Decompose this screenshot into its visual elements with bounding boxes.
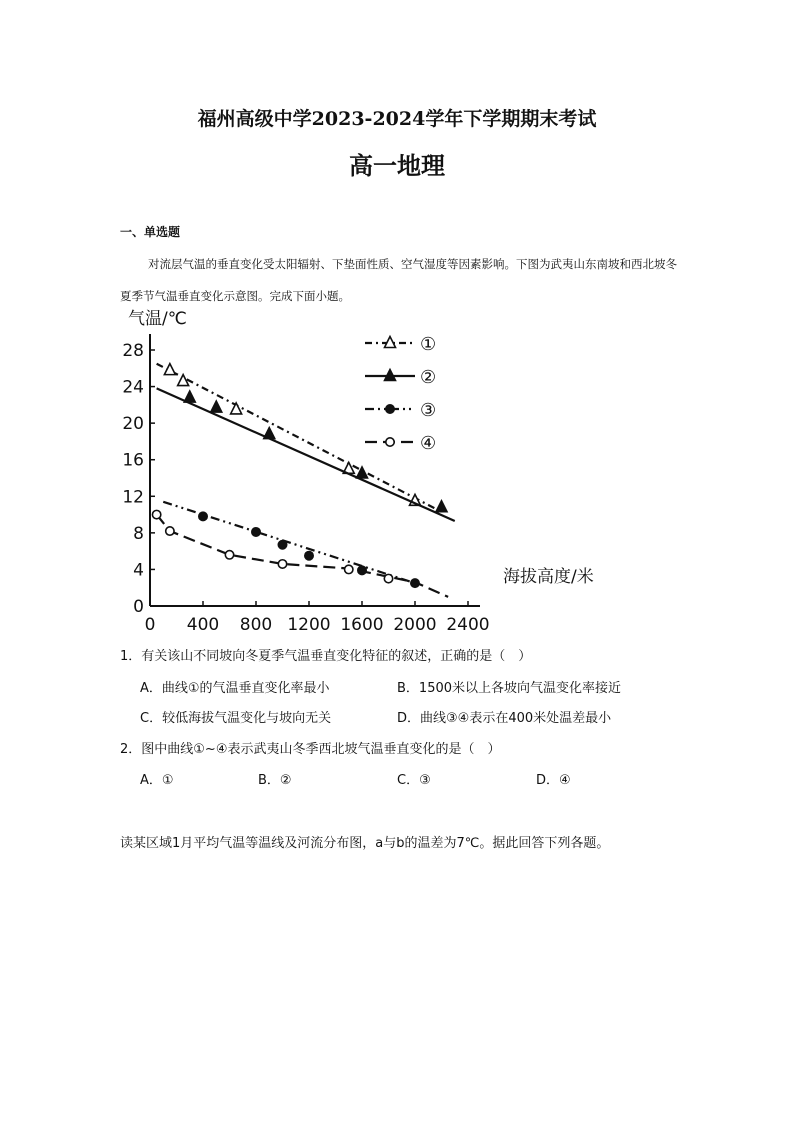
x-tick-label: 1200 bbox=[287, 615, 331, 635]
series-2-point bbox=[436, 501, 447, 512]
y-axis-label: 气温/℃ bbox=[128, 309, 187, 329]
y-tick-label: 20 bbox=[122, 414, 144, 435]
x-axis-label: 海拔高度/米 bbox=[503, 567, 594, 587]
q2-option-d[interactable]: D．④ bbox=[536, 773, 571, 788]
series-3-point bbox=[278, 541, 286, 549]
series-3-point bbox=[252, 528, 260, 536]
series-4-point bbox=[345, 565, 353, 573]
question-1 bbox=[120, 645, 531, 664]
temperature-chart-svg bbox=[110, 300, 640, 635]
x-tick-label: 800 bbox=[239, 615, 273, 635]
q1-option-a[interactable]: A．曲线①的气温垂直变化率最小 bbox=[140, 681, 330, 696]
question-1-number: 1． bbox=[120, 649, 142, 664]
legend-marker-3 bbox=[386, 405, 394, 413]
subject-title: 高一地理 bbox=[349, 152, 445, 180]
y-tick-label: 12 bbox=[122, 487, 144, 508]
x-tick-label: 1600 bbox=[340, 615, 384, 635]
series-4-point bbox=[278, 560, 286, 568]
reading-instruction: 读某区域1月平均气温等温线及河流分布图，a与b的温差为7℃。据此回答下列各题。 bbox=[120, 836, 610, 851]
y-tick-label: 8 bbox=[133, 523, 144, 544]
series-4-point bbox=[166, 527, 174, 535]
y-tick-label: 4 bbox=[133, 560, 144, 581]
temperature-chart bbox=[110, 300, 640, 635]
series-2-point bbox=[211, 401, 222, 412]
legend-label-1: ① bbox=[420, 334, 437, 355]
series-4-point bbox=[225, 551, 233, 559]
intro-paragraph: 对流层气温的垂直变化受太阳辐射、下垫面性质、空气湿度等因素影响。下图为武夷山东南坡和西北坡冬夏季节气温垂直变化示意图。完成下面小题。 bbox=[120, 257, 677, 303]
legend-marker-4 bbox=[386, 438, 394, 446]
y-tick-label: 16 bbox=[122, 450, 144, 471]
q1-option-b[interactable]: B．1500米以上各坡向气温变化率接近 bbox=[397, 681, 622, 696]
x-tick-label: 0 bbox=[144, 615, 156, 635]
series-4 bbox=[152, 510, 448, 596]
q2-option-c[interactable]: C．③ bbox=[397, 773, 431, 788]
question-2-text: 图中曲线①~④表示武夷山冬季西北坡气温垂直变化的是（ ） bbox=[141, 742, 501, 757]
series-4-point bbox=[384, 574, 392, 582]
series-3-point bbox=[305, 552, 313, 560]
series-1 bbox=[157, 364, 442, 512]
series-1-point bbox=[231, 403, 242, 414]
section-title: 一、单选题 bbox=[120, 225, 181, 239]
series-2-point bbox=[264, 428, 275, 439]
question-2-number: 2． bbox=[120, 742, 142, 757]
x-tick-label: 2000 bbox=[393, 615, 437, 635]
series-4-line bbox=[157, 515, 449, 597]
q1-option-d[interactable]: D．曲线③④表示在400米处温差最小 bbox=[397, 711, 612, 726]
question-2 bbox=[120, 738, 500, 757]
q1-option-c[interactable]: C．较低海拔气温变化与坡向无关 bbox=[140, 711, 332, 726]
series-4-point bbox=[152, 510, 160, 518]
x-tick-label: 400 bbox=[186, 615, 220, 635]
y-tick-label: 0 bbox=[133, 597, 144, 617]
y-tick-label: 24 bbox=[122, 377, 144, 398]
q2-option-b[interactable]: B．② bbox=[258, 773, 292, 788]
exam-title: 福州高级中学2023-2024学年下学期期末考试 bbox=[197, 108, 597, 130]
series-1-point bbox=[164, 364, 175, 375]
series-3-point bbox=[199, 512, 207, 520]
legend-label-3: ③ bbox=[420, 400, 437, 421]
y-tick-label: 28 bbox=[122, 341, 144, 361]
q2-option-a[interactable]: A．① bbox=[140, 773, 174, 788]
x-tick-label: 2400 bbox=[446, 615, 490, 635]
series-2-point bbox=[184, 391, 195, 402]
legend-label-2: ② bbox=[420, 367, 437, 388]
question-1-text: 有关该山不同坡向冬夏季气温垂直变化特征的叙述，正确的是（ ） bbox=[141, 649, 532, 664]
legend-label-4: ④ bbox=[420, 433, 437, 454]
series-1-line bbox=[157, 364, 442, 512]
